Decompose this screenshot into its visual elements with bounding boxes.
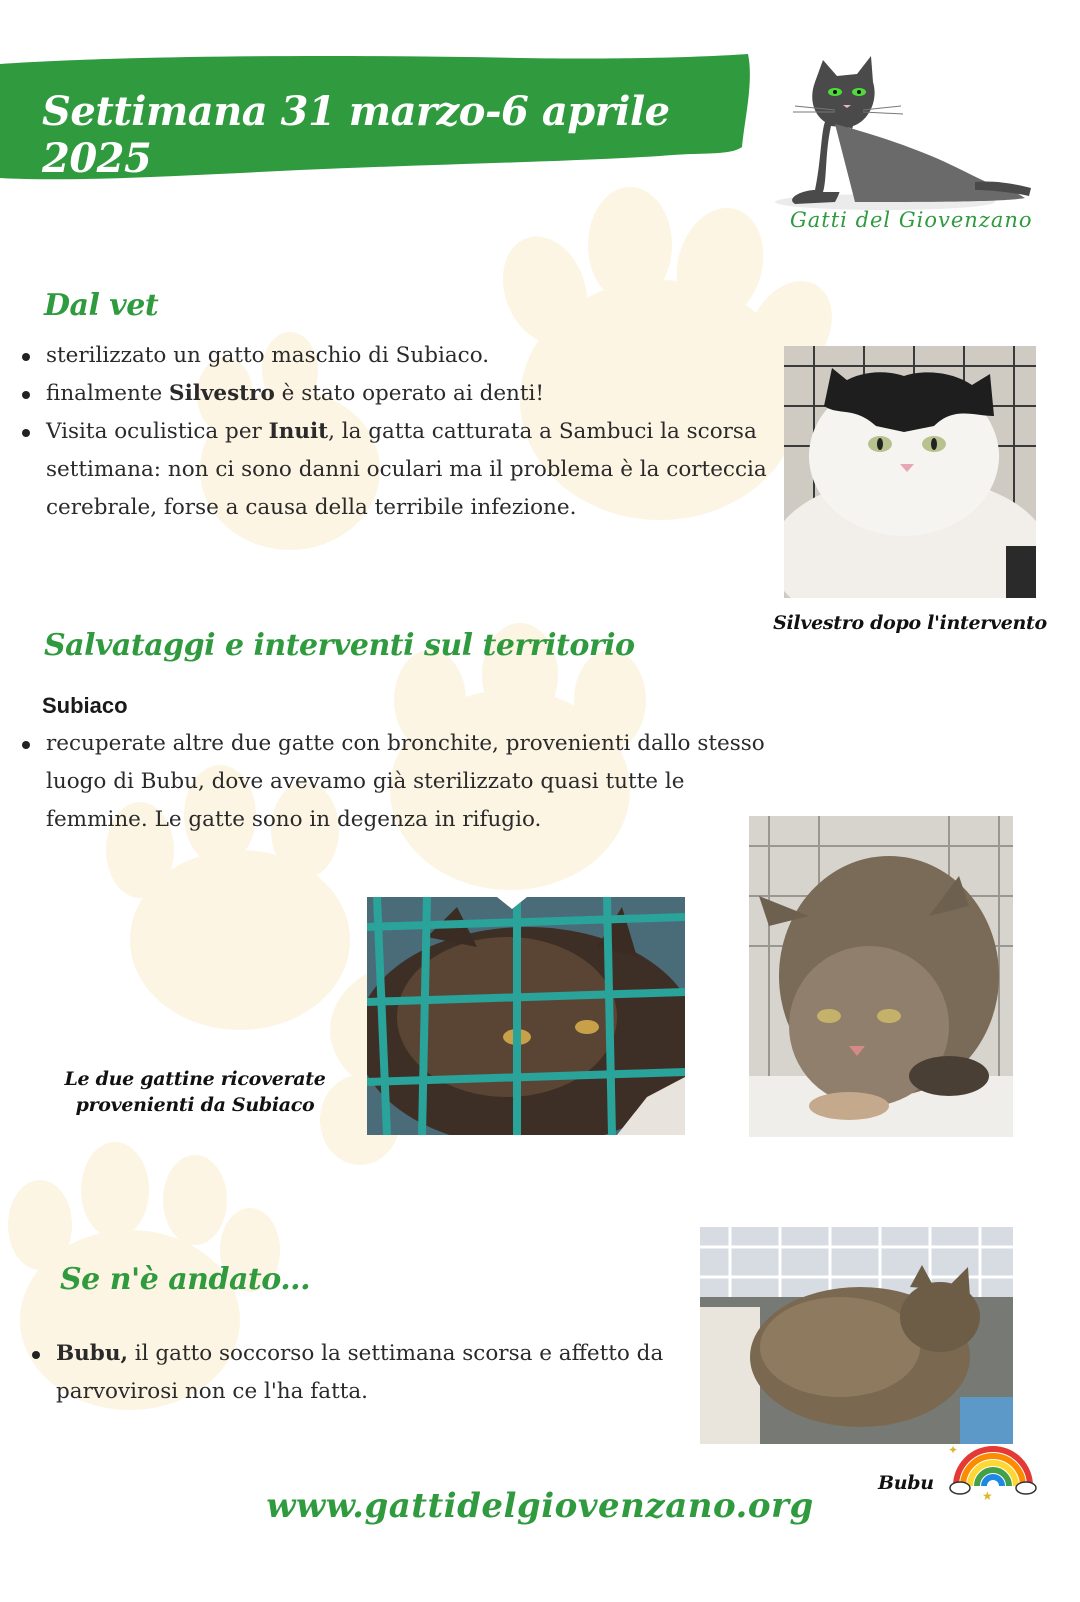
kitten-tortoiseshell-photo bbox=[367, 897, 685, 1135]
section-title-salvataggi: Salvataggi e interventi sul territorio bbox=[44, 628, 635, 663]
list-item: sterilizzato un gatto maschio di Subiaco. bbox=[22, 337, 782, 375]
silvestro-caption: Silvestro dopo l'intervento bbox=[773, 612, 1047, 634]
kittens-caption-line2: provenienti da Subiaco bbox=[75, 1094, 315, 1116]
list-item: finalmente Silvestro è stato operato ai denti! bbox=[22, 375, 782, 413]
section-title-andato: Se n'è andato... bbox=[60, 1262, 311, 1297]
salvataggi-list bbox=[22, 725, 782, 839]
kittens-caption-line1: Le due gattine ricoverate bbox=[64, 1068, 326, 1090]
list-item: Visita oculistica per Inuit, la gatta catturata a Sambuci la scorsa settimana: non ci sono danni oculari ma il problema è la corteccia cerebrale, forse a causa della terribile infezione. bbox=[22, 413, 782, 527]
list-item: Bubu, il gatto soccorso la settimana scorsa e affetto da parvovirosi non ce l'ha fatta. bbox=[32, 1335, 692, 1411]
svg-text:✦: ✦ bbox=[948, 1443, 959, 1457]
bubu-caption: Bubu bbox=[878, 1472, 934, 1494]
kittens-caption bbox=[50, 1068, 340, 1116]
svg-text:★: ★ bbox=[982, 1489, 993, 1500]
dal-vet-list bbox=[22, 337, 782, 527]
location-label: Subiaco bbox=[42, 693, 128, 718]
section-title-dal-vet: Dal vet bbox=[44, 288, 159, 323]
bubu-photo bbox=[700, 1227, 1013, 1444]
page-title: Settimana 31 marzo-6 aprile 2025 bbox=[42, 88, 670, 182]
list-item: recuperate altre due gatte con bronchite, provenienti dallo stesso luogo di Bubu, dove avevamo già sterilizzato quasi tutte le femmine. Le gatte sono in degenza in rifugio. bbox=[22, 725, 782, 839]
website-link[interactable]: www.gattidelgiovenzano.org bbox=[266, 1486, 814, 1526]
kitten-tabby-photo bbox=[749, 816, 1013, 1137]
andato-list bbox=[32, 1335, 692, 1411]
silvestro-photo bbox=[784, 346, 1036, 598]
logo-text: Gatti del Giovenzano bbox=[790, 208, 1033, 232]
